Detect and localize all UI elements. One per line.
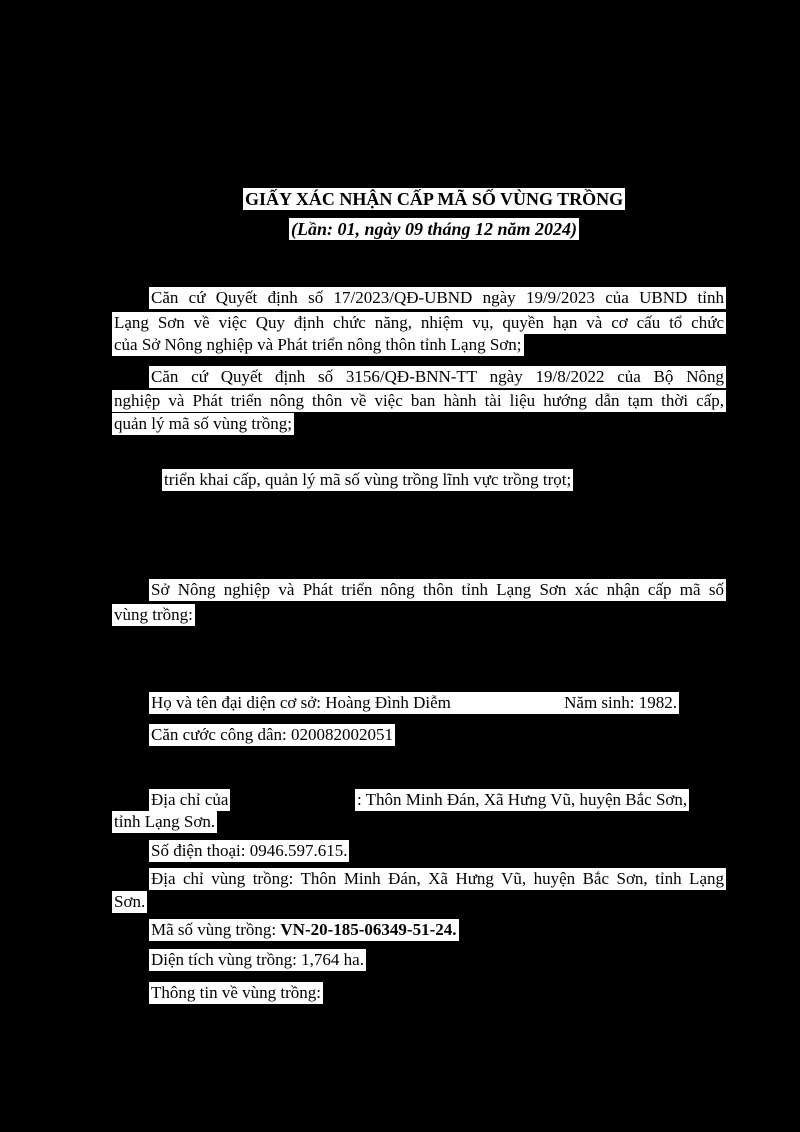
code-line	[149, 919, 459, 941]
basis-2-line-2: nghiệp và Phát triển nông thôn về việc ban hành tài liệu hướng dẫn tạm thời cấp,	[114, 391, 724, 410]
area-address-line-2: Sơn.	[114, 892, 146, 911]
representative-label: Họ và tên đại diện cơ sở:	[151, 693, 321, 712]
document-subtitle: (Lần: 01, ngày 09 tháng 12 năm 2024)	[291, 219, 578, 239]
basis-3-line-1: triển khai cấp, quản lý mã số vùng trồng lĩnh vực trồng trọt;	[164, 470, 572, 489]
basis-1-line-1: Căn cứ Quyết định số 17/2023/QĐ-UBND ngày 19/9/2023 của UBND tỉnh	[151, 288, 724, 307]
basis-2-line-1: Căn cứ Quyết định số 3156/QĐ-BNN-TT ngày 19/8/2022 của Bộ Nông	[151, 367, 724, 386]
area-size: Diện tích vùng trồng: 1,764 ha.	[151, 950, 364, 969]
document-title: GIẤY XÁC NHẬN CẤP MÃ SỐ VÙNG TRỒNG	[245, 189, 624, 209]
phone: Số điện thoại: 0946.597.615.	[151, 841, 348, 860]
code-label: Mã số vùng trồng:	[151, 920, 277, 939]
basis-1-line-2: Lạng Sơn về việc Quy định chức năng, nhiệm vụ, quyền hạn và cơ cấu tổ chức	[114, 313, 724, 332]
address-value: : Thôn Minh Đán, Xã Hưng Vũ, huyện Bắc Sơn,	[357, 790, 688, 809]
area-info: Thông tin về vùng trồng:	[151, 983, 321, 1002]
basis-2-line-3: quản lý mã số vùng trồng;	[114, 414, 293, 433]
birth-year: Năm sinh: 1982.	[564, 693, 677, 712]
confirmation-line-2: vùng trồng:	[114, 605, 193, 624]
address-line-2: tỉnh Lạng Sơn.	[114, 812, 216, 831]
id-card: Căn cước công dân: 020082002051	[151, 725, 393, 744]
representative-line	[149, 692, 679, 714]
representative-name: Hoàng Đình Diễm	[325, 693, 451, 712]
basis-1-line-3: của Sở Nông nghiệp và Phát triển nông thôn tỉnh Lạng Sơn;	[114, 335, 522, 354]
code-value: VN-20-185-06349-51-24.	[280, 920, 457, 939]
address-label: Địa chỉ của	[151, 790, 229, 809]
area-address-line-1: Địa chỉ vùng trồng: Thôn Minh Đán, Xã Hưng Vũ, huyện Bắc Sơn, tỉnh Lạng	[151, 869, 724, 888]
confirmation-line-1: Sở Nông nghiệp và Phát triển nông thôn tỉnh Lạng Sơn xác nhận cấp mã số	[151, 580, 724, 599]
